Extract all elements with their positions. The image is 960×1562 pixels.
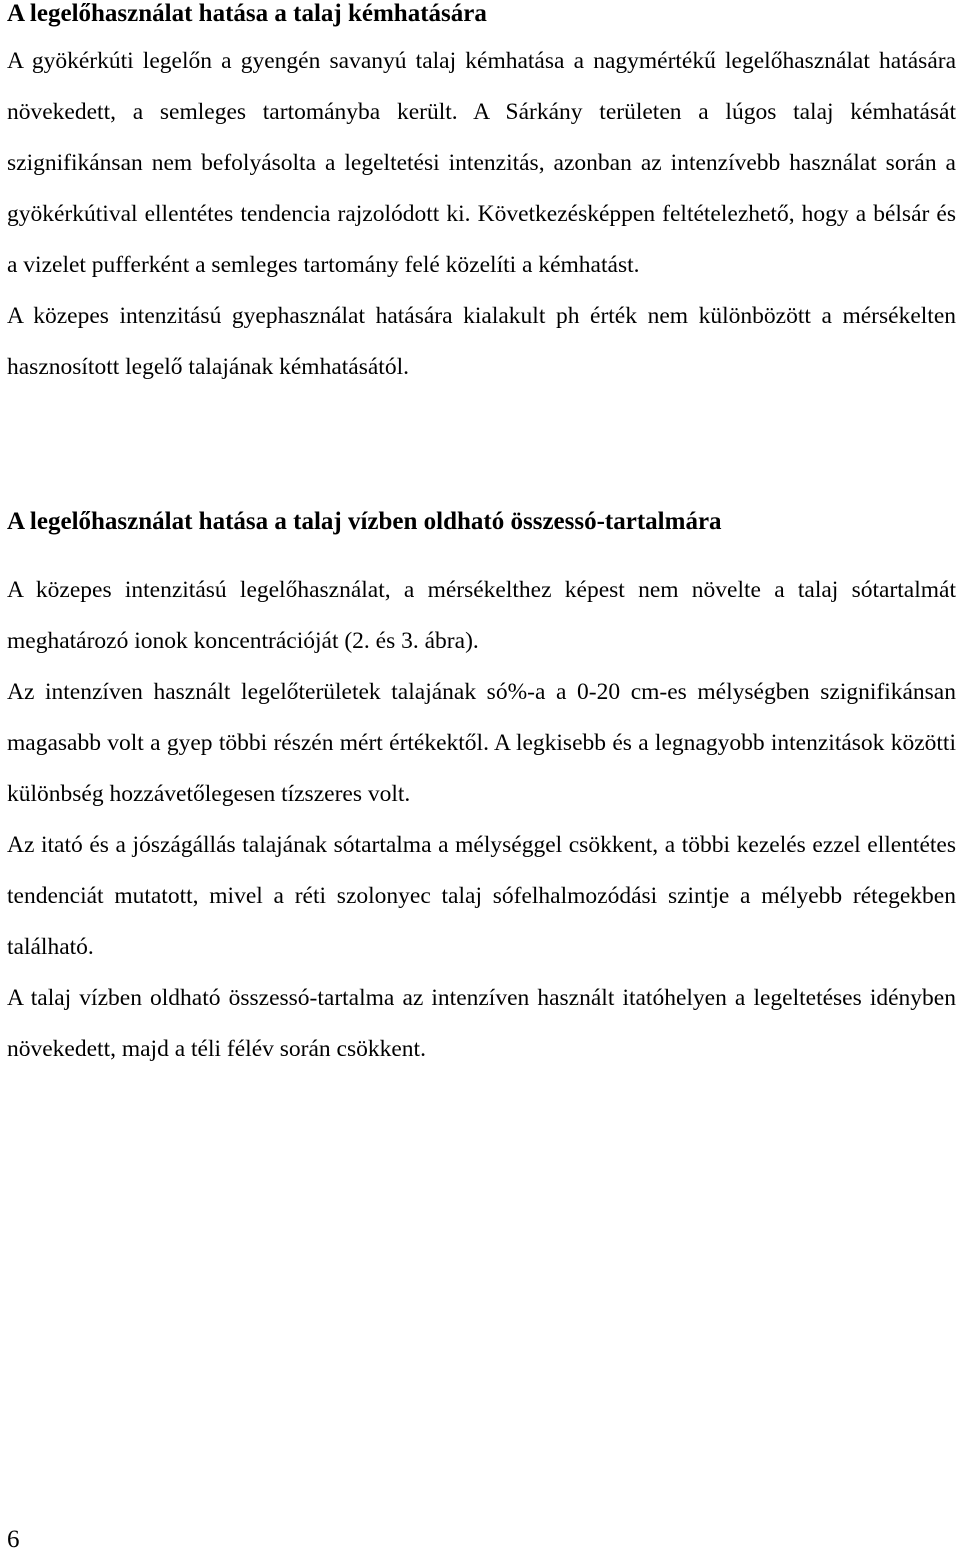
paragraph: Az itató és a jószágállás talajának sótartalma a mélységgel csökkent, a többi kezelés ezzel ellentétes tendenciát mutatott, mivel a réti szolonyec talaj sófelhalmozódási szintje a mélyebb rétegekben található. [7,832,956,960]
paragraph: A közepes intenzitású gyephasználat hatására kialakult ph érték nem különbözött a mérsékelten hasznosított legelő talajának kémhatásától. [7,303,956,380]
section-body-ph [7,36,956,393]
section-heading-ph: A legelőhasználat hatása a talaj kémhatására [7,0,487,27]
page-number: 6 [7,1526,20,1553]
paragraph: Az intenzíven használt legelőterületek talajának só%-a a 0-20 cm-es mélységben szignifikánsan magasabb volt a gyep többi részén mért értékektől. A legkisebb és a legnagyobb intenzitások közötti különbség hozzávetőlegesen tízszeres volt. [7,679,956,807]
section-body-salt [7,565,956,1075]
paragraph: A gyökérkúti legelőn a gyengén savanyú talaj kémhatása a nagymértékű legelőhasználat hatására növekedett, a semleges tartományba került. A Sárkány területen a lúgos talaj kémhatását szignifikánsan nem befolyásolta a legeltetési intenzitás, azonban az intenzívebb használat során a gyökérkútival ellentétes tendencia rajzolódott ki. Következésképpen feltételezhető, hogy a bélsár és a vizelet pufferként a semleges tartomány felé közelíti a kémhatást. [7,48,956,278]
section-heading-salt: A legelőhasználat hatása a talaj vízben oldható összessó-tartalmára [7,508,722,535]
paragraph: A közepes intenzitású legelőhasználat, a mérsékelthez képest nem növelte a talaj sótartalmát meghatározó ionok koncentrációját (2. és 3. ábra). [7,577,956,654]
paragraph: A talaj vízben oldható összessó-tartalma az intenzíven használt itatóhelyen a legeltetéses idényben növekedett, majd a téli félév során csökkent. [7,985,956,1062]
